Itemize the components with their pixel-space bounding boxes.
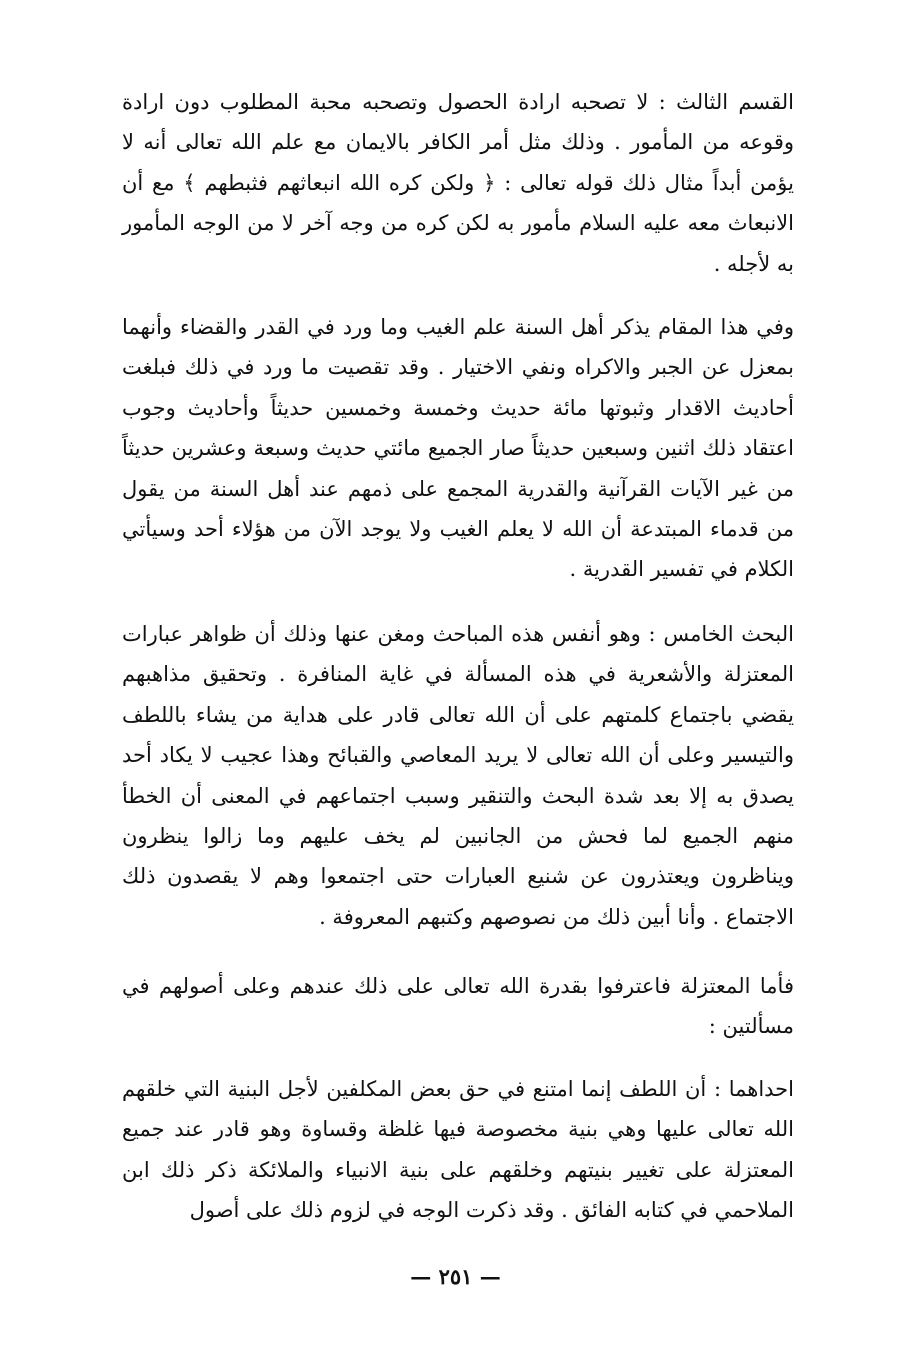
paragraph-mutazila-intro: فأما المعتزلة فاعترفوا بقدرة الله تعالى على ذلك عندهم وعلى أصولهم في مسألتين : [122,974,794,1039]
paragraph-third-section: القسم الثالث : لا تصحبه ارادة الحصول وتصحبه محبة المطلوب دون ارادة وقوعه من المأمور . وذلك مثل أمر الكافر بالايمان مع علم الله تعالى أنه لا يؤمن أبداً مثال ذلك قوله تعالى : ﴿ ولكن كره الله انبعاثهم فثبطهم ﴾ مع أن الانبعاث معه عليه السلام مأمور به لكن كره من وجه آخر لا من الوجه المأمور به لأجله . [122,90,794,276]
page-number: — ٢٥١ — [410,1264,501,1289]
paragraph-qadar-hadiths: وفي هذا المقام يذكر أهل السنة علم الغيب وما ورد في القدر والقضاء وأنهما بمعزل عن الجبر والاكراه ونفي الاختيار . وقد تقصيت ما ورد في ذلك فبلغت أحاديث الاقدار وثبوتها مائة حديث وخمسة وخمسين حديثاً وأحاديث وجوب اعتقاد ذلك اثنين وسبعين حديثاً صار الجميع مائتي حديث وسبعة وعشرين حديثاً من غير الآيات القرآنية والقدرية المجمع على ذمهم عند أهل السنة من يقول من قدماء المبتدعة أن الله لا يعلم الغيب ولا يوجد الآن من هؤلاء أحد وسيأتي الكلام في تفسير القدرية . [122,315,794,582]
paragraph-first-issue: احداهما : أن اللطف إنما امتنع في حق بعض المكلفين لأجل البنية التي خلقهم الله تعالى عليها وهي بنية مخصوصة فيها غلظة وقساوة وهو قادر عند جميع المعتزلة على تغيير بنيتهم وخلقهم على بنية الانبياء والملائكة ذكر ذلك ابن الملاحمي في كتابه الفائق . وقد ذكرت الوجه في لزوم ذلك على أصول [122,1077,794,1223]
paragraph-fifth-inquiry: البحث الخامس : وهو أنفس هذه المباحث ومغن عنها وذلك أن ظواهر عبارات المعتزلة والأشعرية في هذه المسألة في غاية المنافرة . وتحقيق مذاهبهم يقضي باجتماع كلمتهم على أن الله تعالى قادر على هداية من يشاء باللطف والتيسير وعلى أن الله تعالى لا يريد المعاصي والقبائح وهذا عجيب لا يكاد أحد يصدق به إلا بعد شدة البحث والتنقير وسبب اجتماعهم في المعنى أن الخطأ منهم الجميع لما فحش من الجانبين لم يخف عليهم وما زالوا ينظرون ويناظرون ويعتذرون عن شنيع العبارات حتى اجتمعوا وهم لا يقصدون ذلك الاجتماع . وأنا أبين ذلك من نصوصهم وكتبهم المعروفة . [122,622,795,929]
